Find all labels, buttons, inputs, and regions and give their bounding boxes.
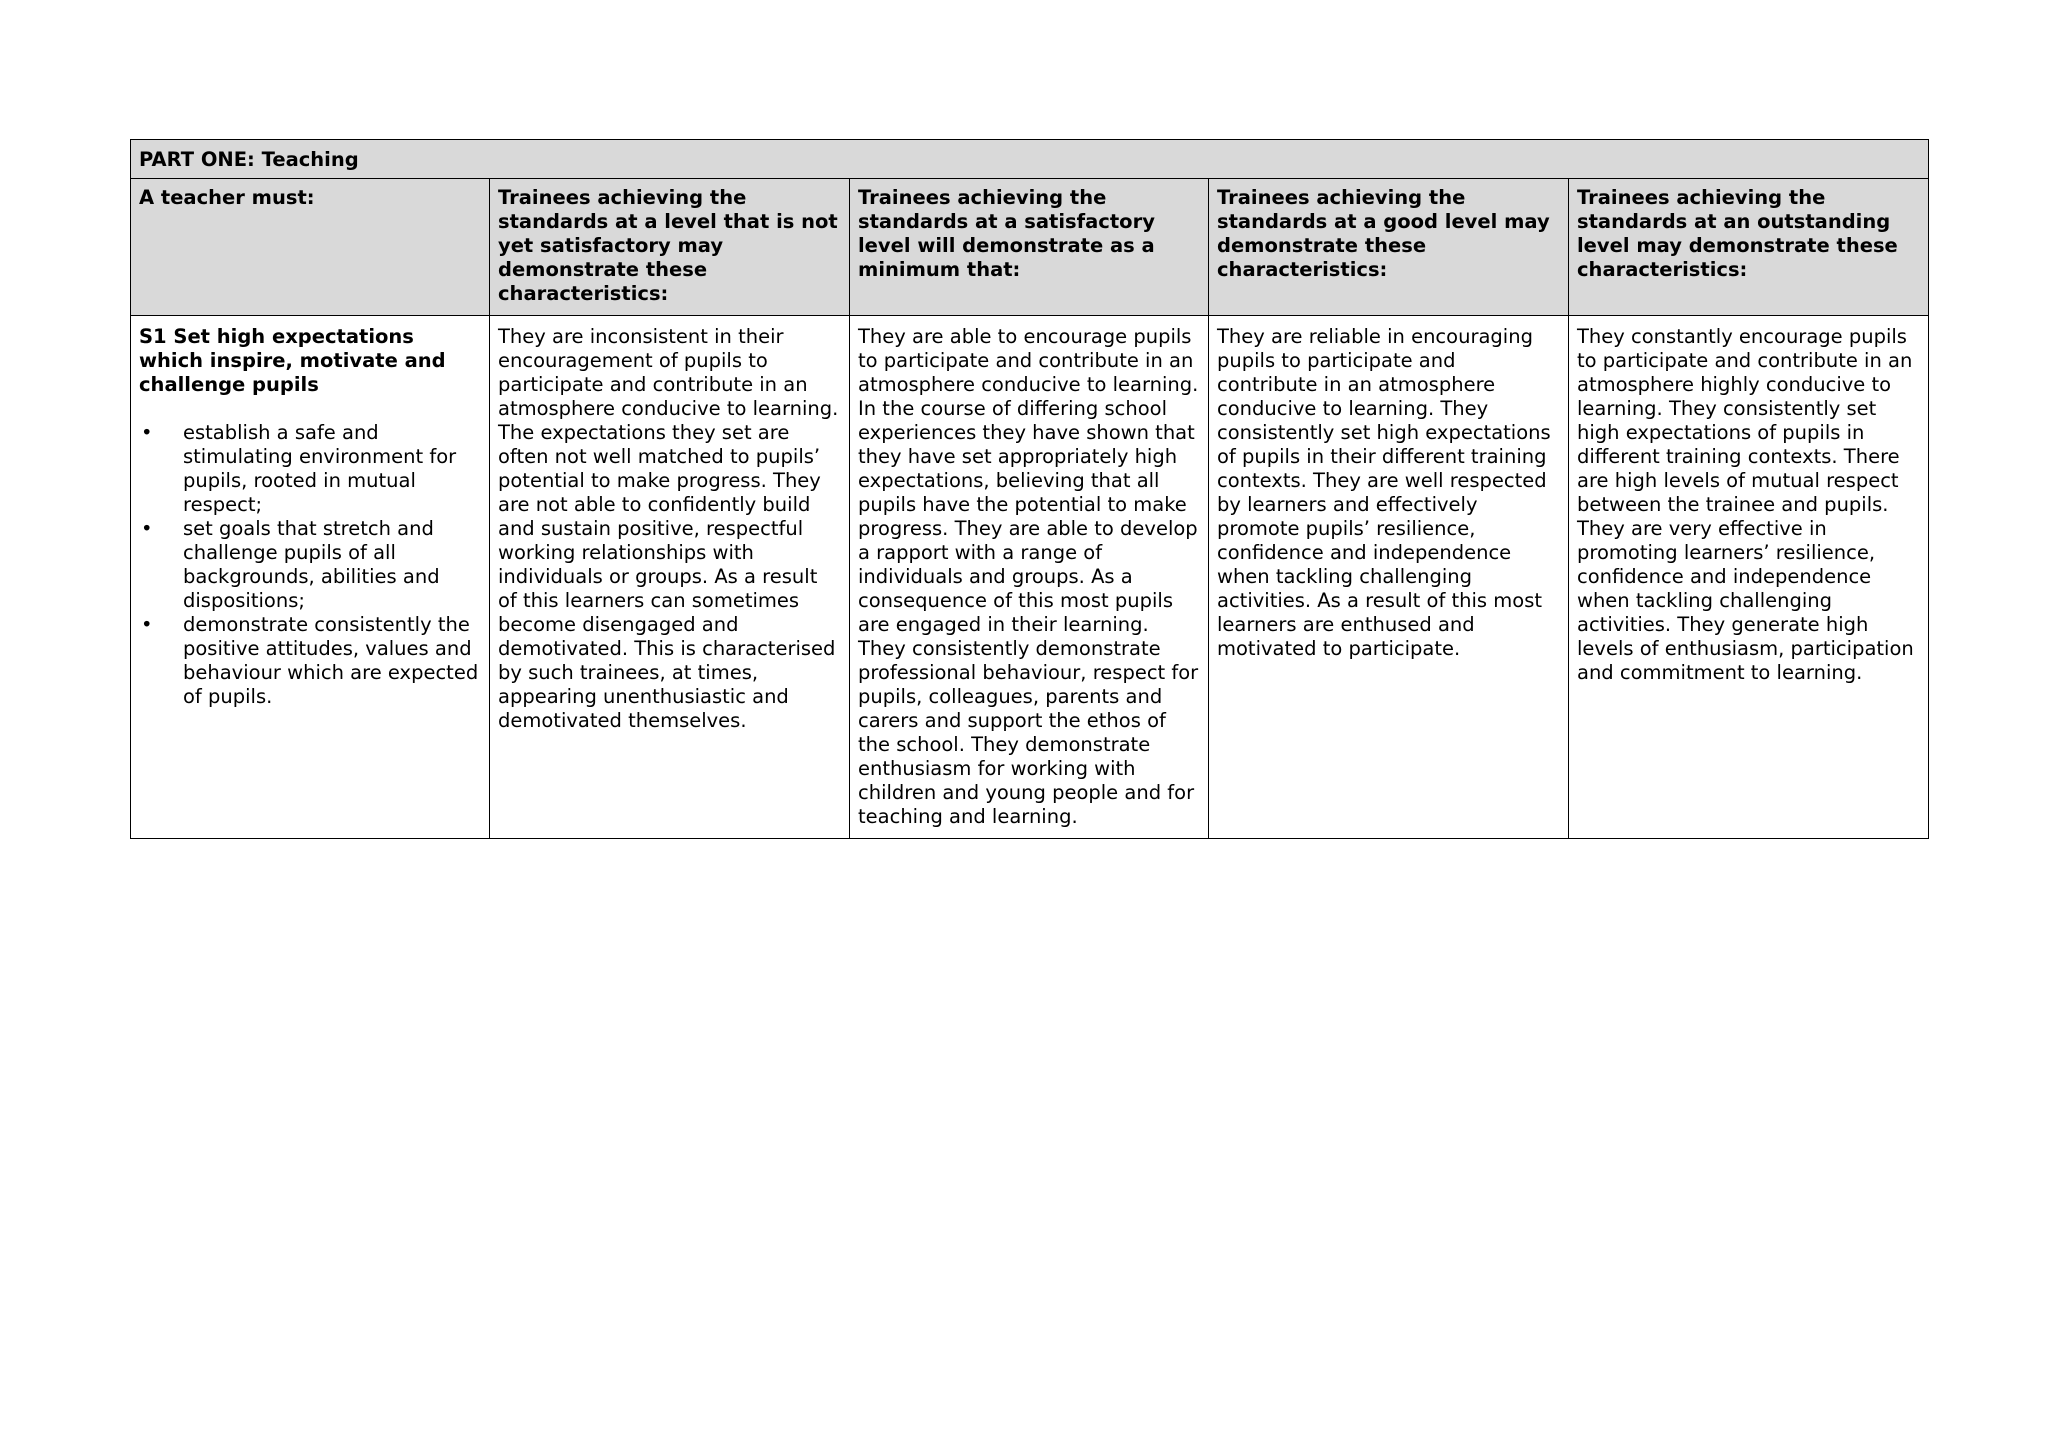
header-outstanding: Trainees achieving the standards at an outstanding level may demonstrate these characteristics: <box>1569 179 1929 316</box>
bullet-icon: • <box>141 517 153 540</box>
bullet-text: demonstrate consistently the positive attitudes, values and behaviour which are expected of pupils. <box>183 613 479 708</box>
standard-bullet-item <box>139 517 481 613</box>
bullet-text: set goals that stretch and challenge pupils of all backgrounds, abilities and dispositions; <box>183 517 440 612</box>
part-heading-row <box>131 140 1929 179</box>
standard-cell <box>131 316 490 839</box>
part-heading: PART ONE: Teaching <box>131 140 1929 179</box>
header-teacher-must: A teacher must: <box>131 179 490 316</box>
descriptor-satisfactory: They are able to encourage pupils to participate and contribute in an atmosphere conducive to learning. In the course of differing school experiences they have shown that they have set appropriately high expectations, believing that all pupils have the potential to make progress. They are able to develop a rapport with a range of individuals and groups. As a consequence of this most pupils are engaged in their learning. They consistently demonstrate professional behaviour, respect for pupils, colleagues, parents and carers and support the ethos of the school. They demonstrate enthusiasm for working with children and young people and for teaching and learning. <box>850 316 1209 839</box>
header-good: Trainees achieving the standards at a good level may demonstrate these characteristics: <box>1209 179 1569 316</box>
standard-row <box>131 316 1929 839</box>
header-row <box>131 179 1929 316</box>
standard-bullet-item <box>139 421 481 517</box>
bullet-text: establish a safe and stimulating environment for pupils, rooted in mutual respect; <box>183 421 457 516</box>
bullet-icon: • <box>141 421 153 444</box>
bullet-icon: • <box>141 613 153 636</box>
standard-title: S1 Set high expectations which inspire, motivate and challenge pupils <box>139 325 446 396</box>
standard-bullet-list <box>139 421 481 709</box>
standards-table <box>130 139 1929 839</box>
header-satisfactory: Trainees achieving the standards at a satisfactory level will demonstrate as a minimum that: <box>850 179 1209 316</box>
descriptor-not-yet-satisfactory: They are inconsistent in their encouragement of pupils to participate and contribute in an atmosphere conducive to learning. The expectations they set are often not well matched to pupils’ potential to make progress. They are not able to confidently build and sustain positive, respectful working relationships with individuals or groups. As a result of this learners can sometimes become disengaged and demotivated. This is characterised by such trainees, at times, appearing unenthusiastic and demotivated themselves. <box>490 316 850 839</box>
header-not-yet-satisfactory: Trainees achieving the standards at a level that is not yet satisfactory may demonstrate these characteristics: <box>490 179 850 316</box>
descriptor-good: They are reliable in encouraging pupils to participate and contribute in an atmosphere conducive to learning. They consistently set high expectations of pupils in their different training contexts. They are well respected by learners and effectively promote pupils’ resilience, confidence and independence when tackling challenging activities. As a result of this most learners are enthused and motivated to participate. <box>1209 316 1569 839</box>
descriptor-outstanding: They constantly encourage pupils to participate and contribute in an atmosphere highly conducive to learning. They consistently set high expectations of pupils in different training contexts. There are high levels of mutual respect between the trainee and pupils. They are very effective in promoting learners’ resilience, confidence and independence when tackling challenging activities. They generate high levels of enthusiasm, participation and commitment to learning. <box>1569 316 1929 839</box>
standard-bullet-item <box>139 613 481 709</box>
